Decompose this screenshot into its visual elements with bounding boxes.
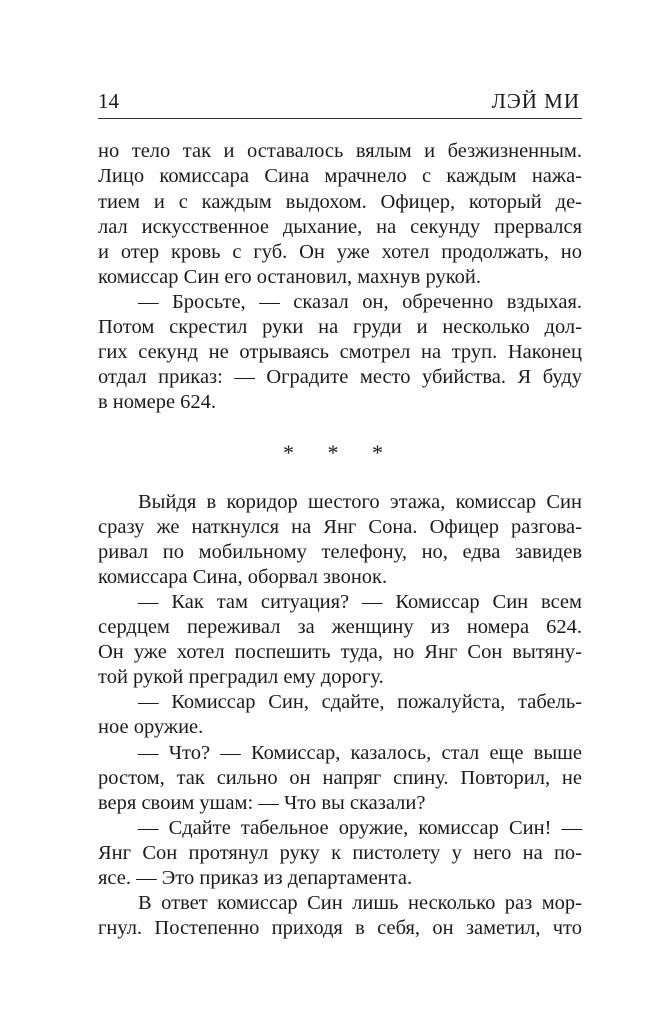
text-line: отдал приказ: — Оградите место убийства. Я буду [98,366,582,388]
text-line: той рукой преградил ему дорогу. [98,666,384,688]
text-line: — Сдайте табельное оружие, комиссар Син! — [138,817,582,839]
text-line: Он уже хотел поспешить туда, но Янг Сон вытяну- [98,641,582,663]
text-line: сразу же наткнулся на Янг Сона. Офицер разгова- [98,516,582,538]
text-line: лал искусственное дыхание, на секунду прервался [98,216,582,238]
text-line: гнул. Постепенно приходя в себя, он заметил, что [98,917,582,939]
text-line: но тело так и оставалось вялым и безжизненным. [98,140,582,162]
text-line: Потом скрестил руки на груди и несколько дол- [98,316,582,338]
text-line: — Как там ситуация? — Комиссар Син всем [138,591,582,613]
text-line: гих секунд не отрываясь смотрел на труп. Наконец [98,341,582,363]
page-header [98,86,580,116]
text-line: и отер кровь с губ. Он уже хотел продолжать, но [98,241,582,263]
text-line: В ответ комиссар Син лишь несколько раз мор- [138,892,582,914]
header-rule [98,118,582,119]
text-line: ное оружие. [98,716,204,738]
section-separator: * * * [283,440,397,465]
text-line: ясе. — Это приказ из департамента. [98,867,413,889]
text-line: Янг Сон протянул руку к пистолету у него на по- [98,842,582,864]
text-line: веря своим ушам: — Что вы сказали? [98,792,426,814]
running-head-author: ЛЭЙ МИ [491,89,580,113]
text-line: комиссара Сина, оборвал звонок. [98,566,388,588]
text-line: Выйдя в коридор шестого этажа, комиссар Син [138,491,582,513]
text-line: комиссар Син его остановил, махнув рукой. [98,266,481,288]
text-line: — Комиссар Син, сдайте, пожалуйста, табель- [138,691,582,713]
text-line: Лицо комиссара Сина мрачнело с каждым нажа- [98,165,582,187]
text-line: — Что? — Комиссар, казалось, стал еще выше [138,742,582,764]
text-line: — Бросьте, — сказал он, обреченно вздыхая. [138,291,582,313]
text-line: ривал по мобильному телефону, но, едва завидев [98,541,582,563]
text-line: тием и с каждым выдохом. Офицер, который де- [98,191,582,213]
text-line: в номере 624. [98,391,217,413]
page-number: 14 [98,89,119,113]
text-line: сердцем переживал за женщину из номера 624. [98,616,582,638]
text-line: ростом, так сильно он напряг спину. Повторил, не [98,767,582,789]
